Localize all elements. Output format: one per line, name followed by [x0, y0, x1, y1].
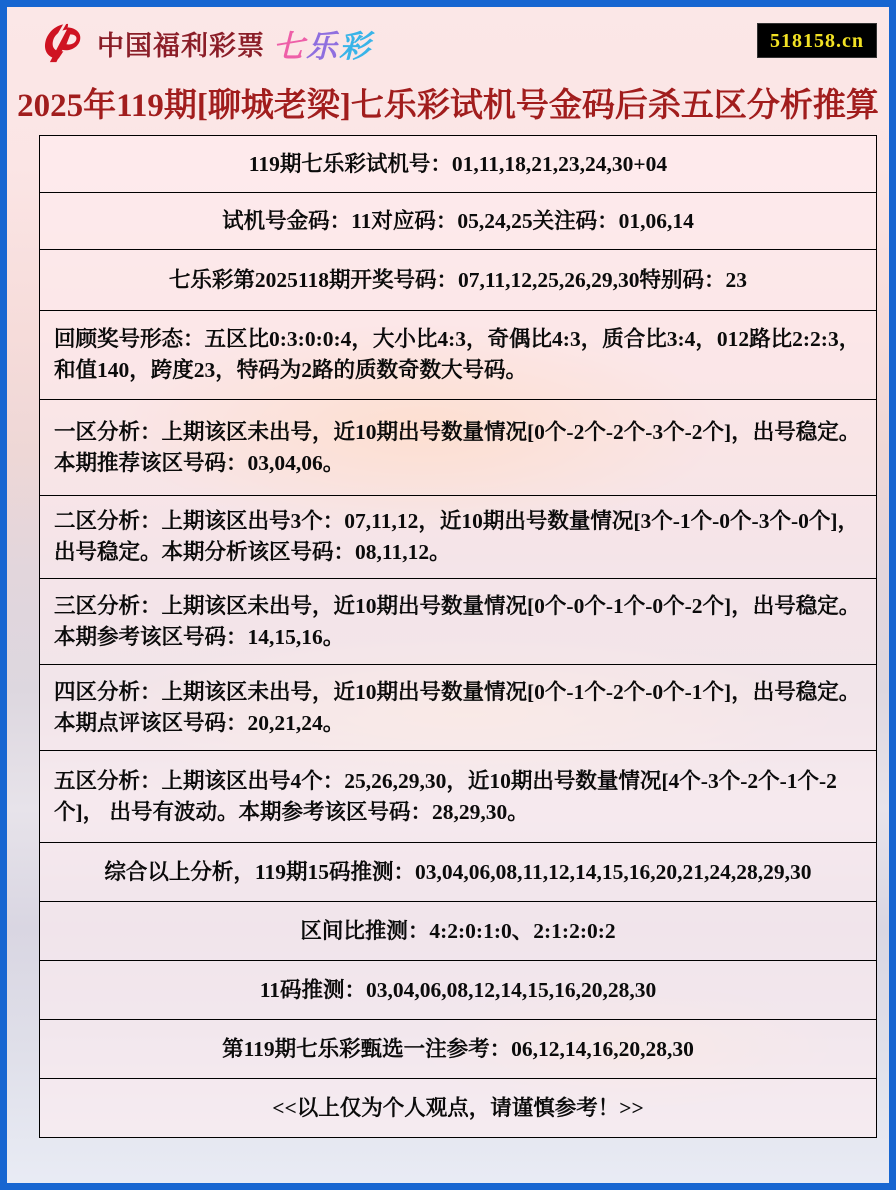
brand-text: 中国福利彩票 — [97, 30, 265, 61]
site-badge: 518158.cn — [757, 23, 877, 58]
product-name — [273, 21, 372, 66]
analysis-table — [39, 135, 877, 1138]
table-row: 七乐彩第2025118期开奖号码：07,11,12,25,26,29,30特别码：23 — [39, 249, 877, 311]
table-row: 第119期七乐彩甄选一注参考：06,12,14,16,20,28,30 — [39, 1019, 877, 1079]
table-row: <<以上仅为个人观点，请谨慎参考！>> — [39, 1078, 877, 1138]
table-row: 四区分析：上期该区未出号，近10期出号数量情况[0个-1个-2个-0个-1个]，出号稳定。本期点评该区号码：20,21,24。 — [39, 664, 877, 751]
table-row: 五区分析：上期该区出号4个：25,26,29,30，近10期出号数量情况[4个-3个-2个-1个-2个]， 出号有波动。本期参考该区号码：28,29,30。 — [39, 750, 877, 843]
cwl-logo-icon — [35, 17, 89, 69]
header — [7, 7, 889, 75]
table-row: 119期七乐彩试机号：01,11,18,21,23,24,30+04 — [39, 135, 877, 193]
product-char-2: 乐 — [306, 28, 339, 64]
table-row: 三区分析：上期该区未出号，近10期出号数量情况[0个-0个-1个-0个-2个]，出号稳定。本期参考该区号码：14,15,16。 — [39, 578, 877, 665]
table-row: 回顾奖号形态：五区比0:3:0:0:4，大小比4:3，奇偶比4:3，质合比3:4，012路比2:2:3，和值140，跨度23，特码为2路的质数奇数大号码。 — [39, 310, 877, 400]
page-title: 2025年119期[聊城老梁]七乐彩试机号金码后杀五区分析推算 — [17, 88, 879, 124]
table-row: 区间比推测：4:2:0:1:0、2:1:2:0:2 — [39, 901, 877, 961]
table-row: 一区分析：上期该区未出号，近10期出号数量情况[0个-2个-2个-3个-2个]，出号稳定。本期推荐该区号码：03,04,06。 — [39, 399, 877, 496]
table-row: 试机号金码：11对应码：05,24,25关注码：01,06,14 — [39, 192, 877, 250]
product-char-1: 七 — [273, 28, 306, 64]
table-row: 11码推测：03,04,06,08,12,14,15,16,20,28,30 — [39, 960, 877, 1020]
table-row: 二区分析：上期该区出号3个：07,11,12，近10期出号数量情况[3个-1个-0个-3个-0个]，出号稳定。本期分析该区号码：08,11,12。 — [39, 495, 877, 579]
product-char-3: 彩 — [339, 28, 372, 64]
table-row: 综合以上分析，119期15码推测：03,04,06,08,11,12,14,15,16,20,21,24,28,29,30 — [39, 842, 877, 902]
